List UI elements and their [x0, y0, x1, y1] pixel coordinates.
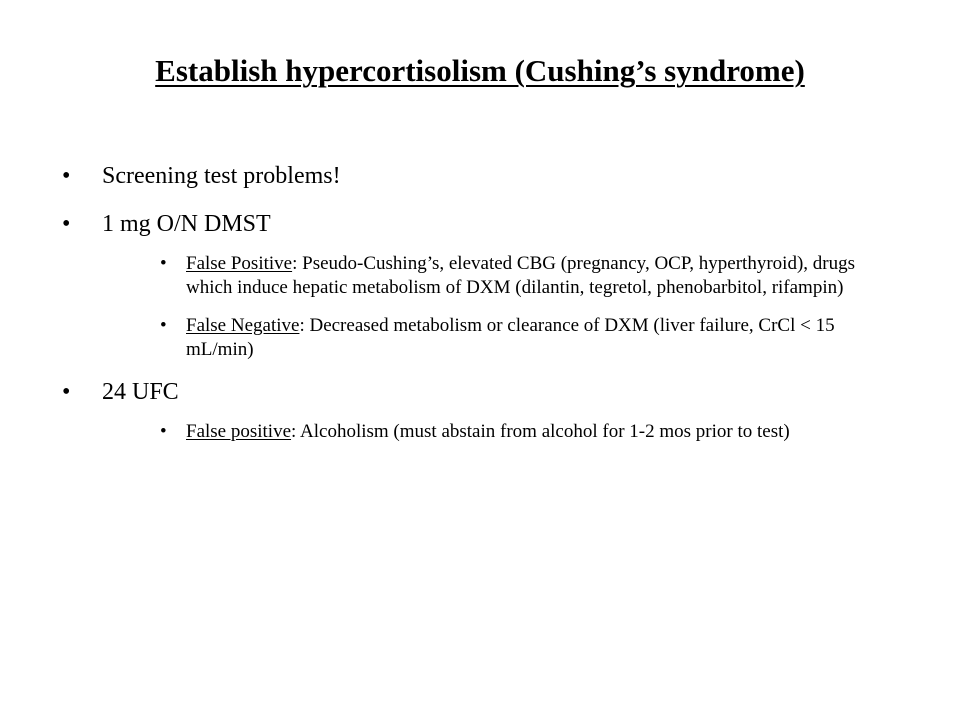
- sub-bullet-text: : Alcoholism (must abstain from alcohol for 1-2 mos prior to test): [291, 421, 790, 442]
- bullet-item-dmst: [62, 208, 882, 240]
- sub-bullet-icon: •: [160, 421, 167, 442]
- sub-bullet-icon: •: [160, 253, 167, 274]
- sub-bullet-text: : Decreased metabolism or clearance of DXM (liver failure, CrCl < 15 mL/min): [186, 315, 835, 360]
- sub-bullet-false-negative: [62, 314, 896, 362]
- bullet-icon: •: [62, 379, 71, 405]
- sub-bullet-lead: False positive: [186, 421, 292, 442]
- bullet-item-ufc: [62, 376, 882, 408]
- sub-bullet-lead: False Positive: [186, 253, 293, 274]
- bullet-item-screening: [62, 160, 882, 192]
- sub-bullet-lead: False Negative: [186, 315, 300, 336]
- bullet-icon: •: [62, 163, 71, 189]
- bullet-text: 24 UFC: [102, 379, 179, 405]
- sub-bullet-false-positive: [62, 252, 896, 300]
- sub-bullet-icon: •: [160, 315, 167, 336]
- bullet-icon: •: [62, 211, 71, 237]
- sub-bullet-list-ufc: [62, 420, 882, 444]
- sub-bullet-false-positive-ufc: [62, 420, 896, 444]
- sub-bullet-list-dmst: [62, 252, 882, 362]
- bullet-text: 1 mg O/N DMST: [102, 211, 271, 237]
- sub-bullet-text: : Pseudo-Cushing’s, elevated CBG (pregnancy, OCP, hyperthyroid), drugs which induce hepatic metabolism of DXM (dilantin, tegretol, phenobarbitol, rifampin): [186, 253, 855, 298]
- bullet-text: Screening test problems!: [102, 163, 341, 189]
- bullet-list: [62, 160, 882, 458]
- slide-title: Establish hypercortisolism (Cushing’s syndrome): [155, 53, 805, 88]
